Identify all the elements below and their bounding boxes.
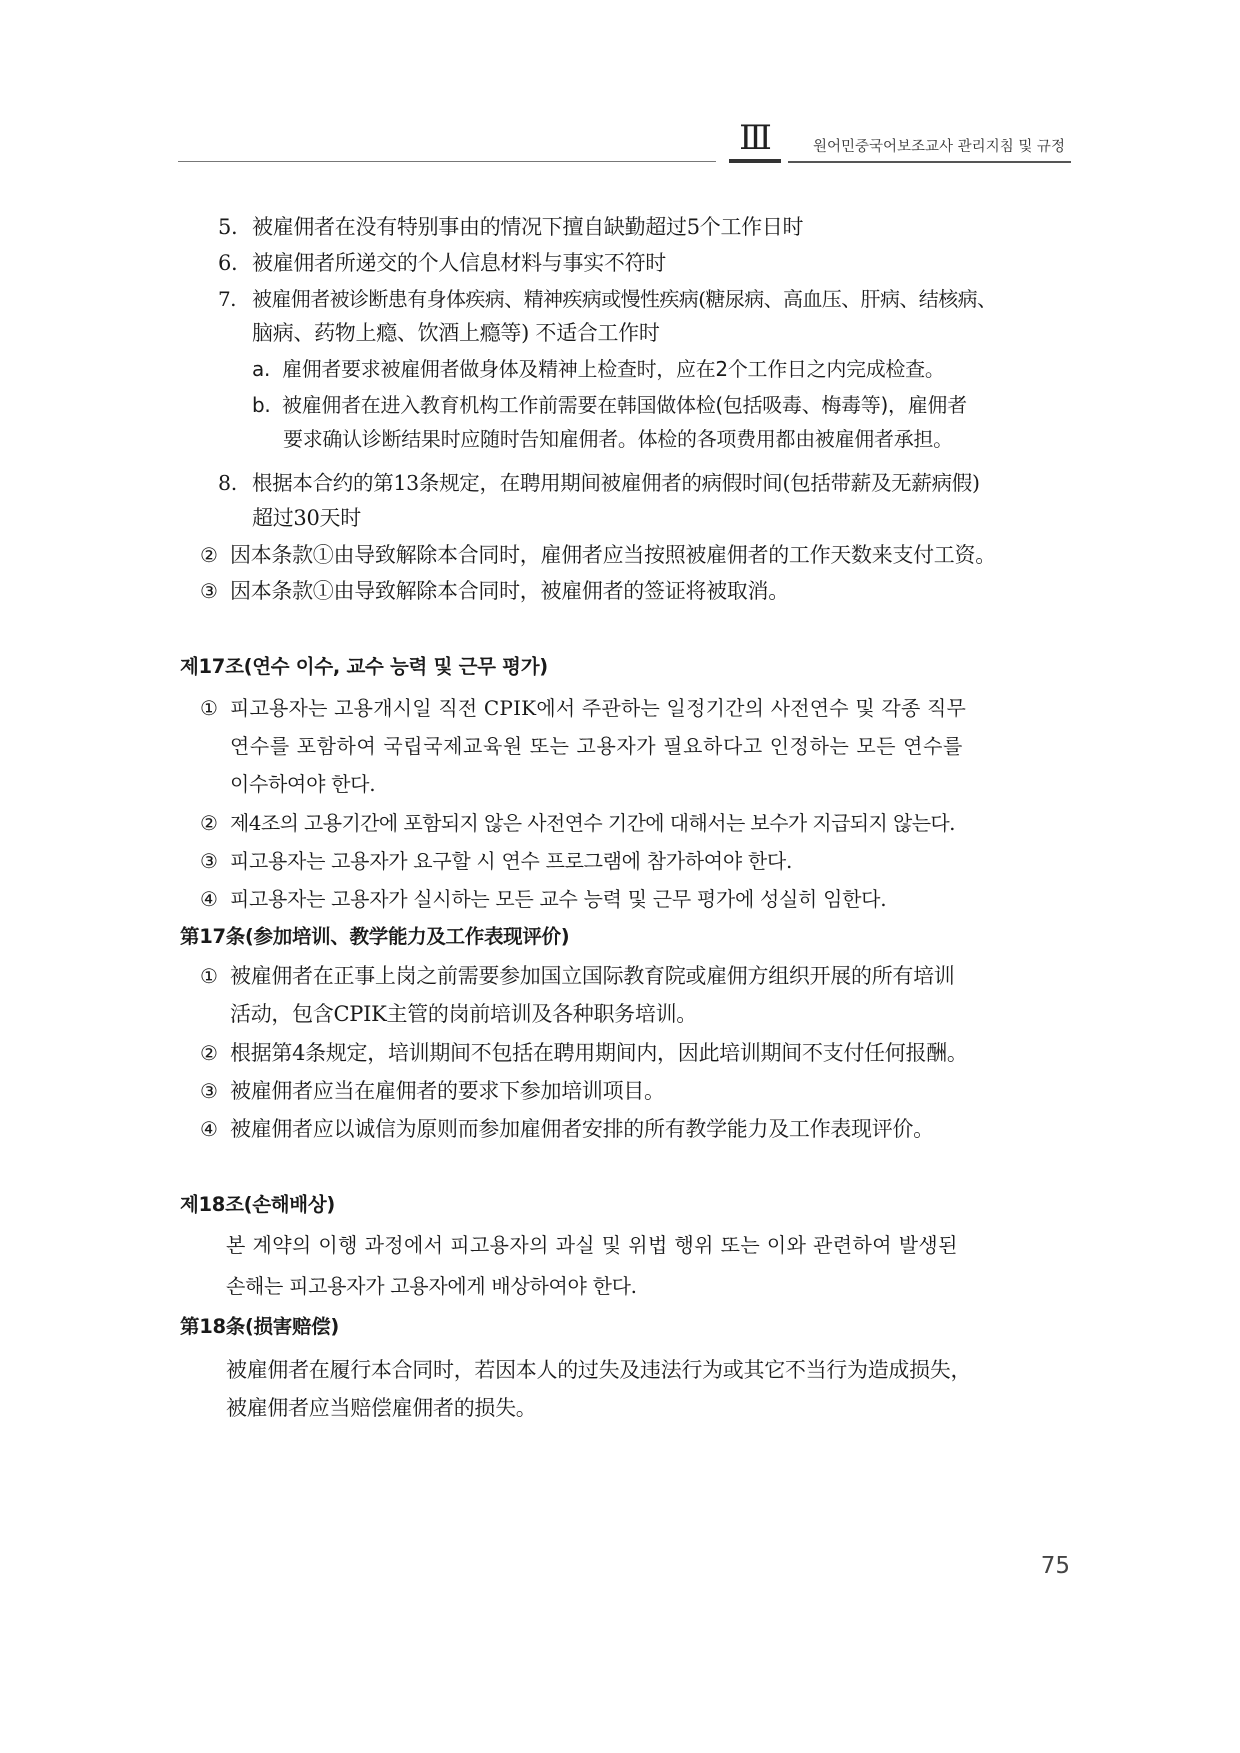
sub-letter: a. [252,357,271,381]
circled-number: ② [200,1041,218,1065]
item-text: 被雇佣者被诊断患有身体疾病、精神疾病或慢性疾病(糖尿病、高血压、肝病、结核病、 [252,287,997,311]
item-text: 根据本合约的第13条规定，在聘用期间被雇佣者的病假时间(包括带薪及无薪病假) [252,471,980,495]
paragraph-text: 피고용자는 고용개시일 직전 CPIK에서 주관하는 일정기간의 사전연수 및 각종 직무 [230,696,967,720]
list-item-5 [218,212,803,242]
article-17-kr-p2 [200,808,955,838]
article-17-cn-p1 [200,961,955,991]
article-18-cn-l1: 被雇佣者在履行本合同时，若因本人的过失及违法行为或其它不当行为造成损失， [226,1358,972,1382]
circled-number: ② [200,811,218,835]
paragraph-2 [200,540,996,570]
item-number: 6. [218,251,238,275]
article-17-kr-p1-l3: 이수하여야 한다. [230,772,376,796]
article-18-kr-heading: 제18조(손해배상) [180,1193,335,1216]
header-title: 원어민중국어보조교사 관리지침 및 규정 [813,139,1065,155]
item-text: 被雇佣者所递交的个人信息材料与事实不符时 [252,251,666,275]
article-18-kr-l1: 본 계약의 이행 과정에서 피고용자의 과실 및 위법 행위 또는 이와 관련하여 발생된 [226,1233,958,1257]
list-item-7-cont: 脑病、药物上瘾、饮酒上瘾等) 不适合工作时 [252,321,660,345]
sub-item-b-cont: 要求确认诊断结果时应随时告知雇佣者。体检的各项费用都由被雇佣者承担。 [283,427,953,451]
header-rule-right [788,161,1071,163]
circled-number: ① [200,696,219,720]
article-18-kr-l2: 손해는 피고용자가 고용자에게 배상하여야 한다. [226,1274,637,1298]
sub-letter: b. [252,393,271,417]
article-18-cn-heading: 第18条(损害赔偿) [180,1315,339,1338]
page-number: 75 [1040,1553,1070,1579]
header-rule-left [178,161,716,162]
item-text: 被雇佣者在没有特别事由的情况下擅自缺勤超过5个工作日时 [252,215,804,239]
paragraph-text: 根据第4条规定，培训期间不包括在聘用期间内，因此培训期间不支付任何报酬。 [230,1041,968,1065]
list-item-8 [218,468,980,498]
chapter-underline [729,159,781,163]
circled-number: ③ [200,1079,218,1103]
sub-text: 被雇佣者在进入教育机构工作前需要在韩国做体检(包括吸毒、梅毒等)，雇佣者 [282,393,967,417]
paragraph-text: 被雇佣者应当在雇佣者的要求下参加培训项目。 [230,1079,665,1103]
item-number: 5. [218,215,238,239]
sub-item-a [252,354,945,384]
circled-number: ③ [200,579,218,603]
circled-number: ③ [200,849,218,873]
paragraph-text: 피고용자는 고용자가 요구할 시 연수 프로그램에 참가하여야 한다. [230,849,792,873]
article-17-kr-heading: 제17조(연수 이수, 교수 능력 및 근무 평가) [180,655,548,678]
article-17-kr-p1 [200,693,966,723]
circled-number: ① [200,964,218,988]
list-item-7 [218,284,996,314]
paragraph-text: 因本条款①由导致解除本合同时，雇佣者应当按照被雇佣者的工作天数来支付工资。 [230,543,996,567]
paragraph-text: 제4조의 고용기간에 포함되지 않은 사전연수 기간에 대해서는 보수가 지급되지 않는다. [230,811,955,835]
article-17-kr-p3 [200,846,792,876]
article-17-cn-p1-l2: 活动，包含CPIK主管的岗前培训及各种职务培训。 [230,1002,697,1026]
paragraph-3 [200,576,789,606]
item-number: 7. [218,287,236,311]
item-number: 8. [218,471,237,495]
circled-number: ② [200,543,218,567]
article-17-kr-p4 [200,884,886,914]
article-17-cn-heading: 第17条(参加培训、教学能力及工作表现评价) [180,925,570,948]
circled-number: ④ [200,1117,218,1141]
article-17-cn-p2 [200,1038,968,1068]
list-item-8-cont: 超过30天时 [252,506,361,530]
article-17-kr-p1-l2: 연수를 포함하여 국립국제교육원 또는 고용자가 필요하다고 인정하는 모든 연수를 [230,734,963,758]
sub-item-b [252,390,967,420]
article-17-cn-p3 [200,1076,665,1106]
article-18-cn-l2: 被雇佣者应当赔偿雇佣者的损失。 [226,1396,537,1420]
article-17-cn-p4 [200,1114,934,1144]
paragraph-text: 被雇佣者应以诚信为原则而参加雇佣者安排的所有教学能力及工作表现评价。 [230,1117,934,1141]
sub-text: 雇佣者要求被雇佣者做身体及精神上检查时，应在2个工作日之内完成检查。 [282,357,945,381]
circled-number: ④ [200,887,218,911]
paragraph-text: 因本条款①由导致解除本合同时，被雇佣者的签证将被取消。 [230,579,789,603]
list-item-6 [218,248,666,278]
paragraph-text: 被雇佣者在正事上岗之前需要参加国立国际教育院或雇佣方组织开展的所有培训 [230,964,955,988]
paragraph-text: 피고용자는 고용자가 실시하는 모든 교수 능력 및 근무 평가에 성실히 임한다. [230,887,887,911]
chapter-number: Ⅲ [739,118,771,158]
